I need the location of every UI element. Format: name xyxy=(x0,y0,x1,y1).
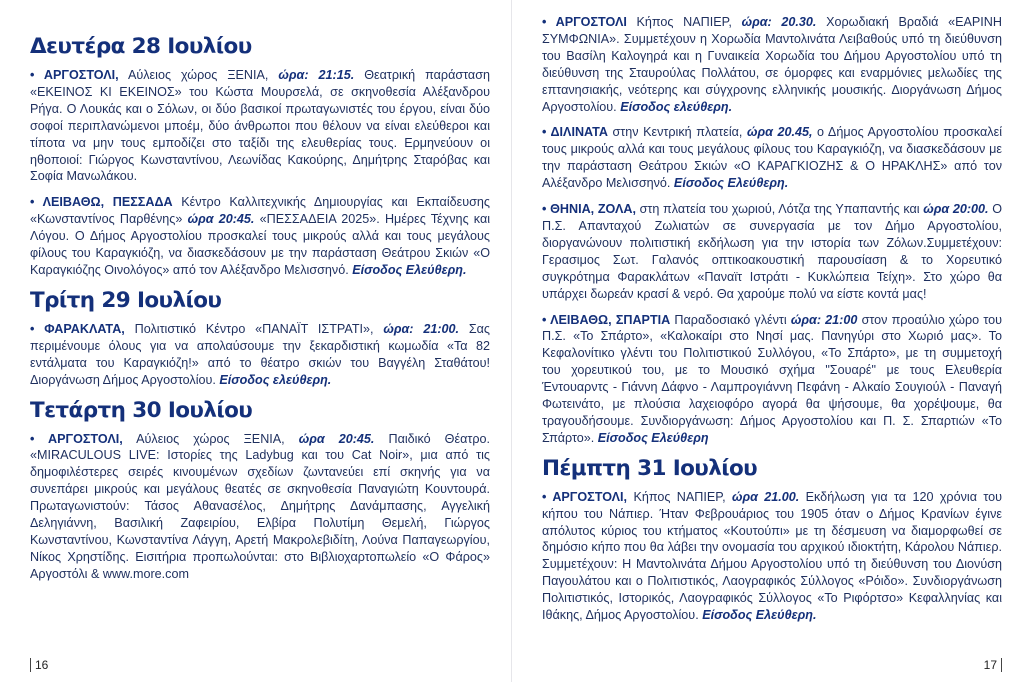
event-item xyxy=(542,201,1002,302)
event-venue: Κήπος ΝΑΠΙΕΡ, xyxy=(633,489,726,504)
event-description: Σας περιμένουμε όλους για να απολαύσουμε την ξεκαρδιστική κωμωδία «Τα 82 εντάλματα του Καραγκιόζη!» από το θέατρο σκιών του Βαγγέλη Σταθάτου! Διοργάνωση Δήμος Αργοστολίου. xyxy=(30,321,490,387)
event-item xyxy=(542,489,1002,624)
event-venue: Αύλειος χώρος ΞΕΝΙΑ, xyxy=(127,68,269,82)
event-entry: Είσοδος Ελεύθερη. xyxy=(352,262,467,277)
event-place: ΑΡΓΟΣΤΟΛΙ xyxy=(555,15,627,29)
event-time: ώρα 20:45. xyxy=(187,212,255,227)
event-venue: Πολιτιστικό Κέντρο «ΠΑΝΑΪΤ ΙΣΤΡΑΤΙ», xyxy=(134,321,374,336)
event-place: ΑΡΓΟΣΤΟΛΙ, xyxy=(552,489,628,504)
day-heading: Πέμπτη 31 Ιουλίου xyxy=(542,455,758,481)
right-page xyxy=(512,0,1024,682)
event-venue: Παραδοσιακό γλέντι xyxy=(674,312,787,327)
event-venue: Κήπος ΝΑΠΙΕΡ, xyxy=(636,15,732,29)
event-time: ώρα 20:00. xyxy=(923,202,989,217)
day-heading: Τετάρτη 30 Ιουλίου xyxy=(30,397,253,423)
event-description: Χορωδιακή Βραδιά «ΕΑΡΙΝΗ ΣΥΜΦΩΝΙΑ». Συμμετέχουν η Χορωδία Μαντολινάτα Λειβαθούς υπό τη διεύθυνση του Βασίλη Καλογηρά και η Γυναικεία Χορωδία του Δήμου Αργοστολίου υπό τη διεύθυνση της Σταυρούλας Πολλάτου, σε όμορφες και εναρμόνιες μελωδίες της επτανησιακής, νεότερης και σύγχρονης ελληνικής μουσικής. Διοργάνωση Δήμος Αργοστολίου. xyxy=(542,15,1002,114)
page-number: 17 xyxy=(984,658,1002,672)
bullet-icon: • xyxy=(30,195,43,210)
event-item xyxy=(30,321,490,389)
event-place: ΔΙΛΙΝΑΤΑ xyxy=(550,125,608,140)
event-place: ΛΕΙΒΑΘΩ, ΣΠΑΡΤΙΑ xyxy=(550,312,671,327)
bullet-icon: • xyxy=(542,312,551,327)
event-time: ώρα 21.00. xyxy=(731,489,800,504)
event-time: ώρα 20:45. xyxy=(298,431,375,446)
bullet-icon: • xyxy=(542,125,551,140)
event-item xyxy=(542,312,1002,447)
event-description: Παιδικό Θέατρο. «MIRACULOUS LIVE: Ιστορίες της Ladybug και του Cat Noir», μια από τις δημοφιλέστερες σειρές κινουμένων σχεδίων ζωντανεύει επί σκηνής για να συνεπάρει μικρούς και μεγάλους θεατές σε σκηνοθεσία Παναγιώτη Κουντουρά. Πρωταγωνιστούν: Τάσος Αθανασέλος, Δημήτρης Δανάμπασης, Αγγελική Δεληγιάννη, Βασιλική Ζαφειρίου, Ελβίρα Πολυτίμη Θεμελή, Γιώργος Κωνσταντίνου, Κωνσταντίνα Λάγγη, Αρετή Μακρολεβιδίτη, Λούνα Παπαγεωργίου, Νίκος Χρηστίδης. Εισιτήρια προπωλούνται: στο Βιβλιοχαρτοπωλείο «Ο Φάρος» Αργοστόλι & www.more.com xyxy=(30,431,490,581)
bullet-icon: • xyxy=(542,489,553,504)
bullet-icon: • xyxy=(542,202,551,217)
bullet-icon: • xyxy=(542,15,556,29)
event-item xyxy=(30,194,490,279)
event-place: ΑΡΓΟΣΤΟΛΙ, xyxy=(43,68,119,82)
day-heading: Τρίτη 29 Ιουλίου xyxy=(30,287,222,313)
event-place: ΑΡΓΟΣΤΟΛΙ, xyxy=(48,431,123,446)
bullet-icon: • xyxy=(30,68,44,82)
event-entry: Είσοδος ελεύθερη. xyxy=(620,99,733,114)
bullet-icon: • xyxy=(30,321,45,336)
event-time: ώρα: 21:15. xyxy=(278,68,355,82)
event-venue: Κέντρο Καλλιτεχνικής Δημιουργίας και Εκπαίδευσης «Κωνσταντίνος Παρθένης» xyxy=(30,195,490,227)
event-item xyxy=(542,14,1002,115)
event-time: ώρα: 21:00. xyxy=(383,321,460,336)
event-venue: στην Κεντρική πλατεία, xyxy=(612,125,743,140)
event-description: ο Δήμος Αργοστολίου προσκαλεί τους μικρούς αλλά και τους μεγάλους φίλους του Καραγκιόζη, να διασκεδάσουν με την παράσταση Θεάτρου Σκιών «Ο ΚΑΡΑΓΚΙΟΖΗΣ & Ο ΗΡΑΚΛΗΣ» από τον Αλέξανδρο Μελισσηνό. xyxy=(542,125,1002,191)
event-place: ΦΑΡΑΚΛΑΤΑ, xyxy=(44,321,125,336)
event-item xyxy=(30,67,490,185)
event-description: «ΠΕΣΣΑΔΕΙΑ 2025». Ημέρες Τέχνης και Λόγου. Ο Δήμος Αργοστολίου προσκαλεί τους μικρούς αλλά και τους μεγάλους φίλους του Καραγκιόζη, να διασκεδάσουν με την παράσταση Θεάτρου Σκιών «Ο Καραγκιόζης Οινολόγος» από τον Αλέξανδρο Μελισσηνό. xyxy=(30,212,491,277)
event-entry: Είσοδος Ελεύθερη. xyxy=(673,176,789,191)
event-time: ώρα: 21:00 xyxy=(790,312,858,327)
event-place: ΘΗΝΙΑ, ΖΟΛΑ, xyxy=(550,202,636,217)
event-description: Ο Π.Σ. Απανταχού Ζωλιατών σε συνεργασία με τον Δήμο Αργοστολίου, διοργανώνουν πολιτιστική εκδήλωση για την ιστορία των Ζόλων.Συμμετέχουν: Γερασιμος Σωτ. Γαλανός οπτικοακουστική παρουσίαση & το Χορευτικό συγκρότημα Φαρακλάτων «Παναϊτ Ιστράτι - Κυκλώπεια Τείχη». Στο χώρο θα υπάρχει δωρεάν κρασί & νερό. Θα χαρούμε πολύ να είστε κοντά μας! xyxy=(542,202,1003,301)
day-heading: Δευτέρα 28 Ιουλίου xyxy=(30,34,252,59)
event-venue: Αύλειος χώρος ΞΕΝΙΑ, xyxy=(136,431,285,446)
event-time: ώρα: 20.30. xyxy=(741,15,817,29)
event-entry: Είσοδος ελεύθερη. xyxy=(219,372,332,387)
event-description: Θεατρική παράσταση «ΕΚΕΙΝΟΣ ΚΙ ΕΚΕΙΝΟΣ» του Κώστα Μουρσελά, σε σκηνοθεσία Αλέξανδρου Ρήγα. Ο Λουκάς και ο Σόλων, οι δύο βασικοί πρωταγωνιστές του έργου, είναι δύο σοφοί περιπλανώμενοι μποέμ, δύο άνθρωποι που θέλουν να είναι ελεύθεροι και τίποτα να μην τους εμποδίζει στο ταξίδι της ελευθερίας τους. Ερμηνεύουν οι ηθοποιοί: Γιώργος Κωνσταντίνου, Λεωνίδας Κακούρης, Δημήτρης Σταρόβας και Σοφία Μανωλάκου. xyxy=(30,68,490,184)
event-entry: Είσοδος Ελεύθερη. xyxy=(702,608,817,623)
event-item xyxy=(30,431,490,583)
event-time: ώρα 20.45, xyxy=(746,125,813,140)
event-description: Εκδήλωση για τα 120 χρόνια του κήπου του Νάπιερ. Ήταν Φεβρουάριος του 1905 όταν ο Δήμος Κρανίων έγινε απόλυτος κύριος του κτήματος «Κουτούπι» με τη δέσμευση να διαμορφωθεί σε δημόσιο κήπο που θα λάβει την ονομασία του αρχικού ιδιοκτήτη, Κάρολου Νάπιερ. Συμμετέχουν: Η Μαντολινάτα Δήμου Αργοστολίου υπό τη διεύθυνση του Διονύση Παγουλάτου και ο Πολιτιστικός, Λαογραφικός Σύλλογος «Ρόιδο». Συνδιοργάνωση Πολιτιστικός, Ιστορικός, Λαογραφικός Σύλλογος «Το Ριφόρτσο» Κεφαλληνίας και Ιθάκης, Δήμος Αργοστολίου. xyxy=(542,489,1003,623)
event-item xyxy=(542,124,1002,192)
event-place: ΛΕΙΒΑΘΩ, ΠΕΣΣΑΔΑ xyxy=(42,195,173,210)
bullet-icon: • xyxy=(30,431,48,446)
event-description: στον προαύλιο χώρο του Π.Σ. «Το Σπάρτο», «Καλοκαίρι στο Νησί μας. Πανηγύρι στο Χωριό μας». Το Κεφαλονίτικο γλέντι του Πολιτιστικού Συλλόγου, «Το Σπάρτο», με τη συμμετοχή του χορευτικού του, με το Μουσικό σχήμα "Σουαρέ" με τους Ελευθερία Έντουαρντς - Γιάννη Δάφνο - Λαμπρογιάννη Πεφάνη - Αλκαίο Σουγιούλ - Παναγή Φωτεινάτο, με πλούσια λαχειοφόρο αγορά θα ψήσουμε, θα χορέψουμε, θα τραγουδήσουμε. Συνδιοργάνωση: Δήμος Αργοστολίου και Π. Σ. Σπαρτιών «Το Σπάρτο». xyxy=(542,312,1003,445)
event-entry: Είσοδος Ελεύθερη xyxy=(597,430,709,445)
event-venue: στη πλατεία του χωριού, Λότζα της Υπαπαντής και xyxy=(639,202,920,217)
page-number: 16 xyxy=(30,658,48,672)
